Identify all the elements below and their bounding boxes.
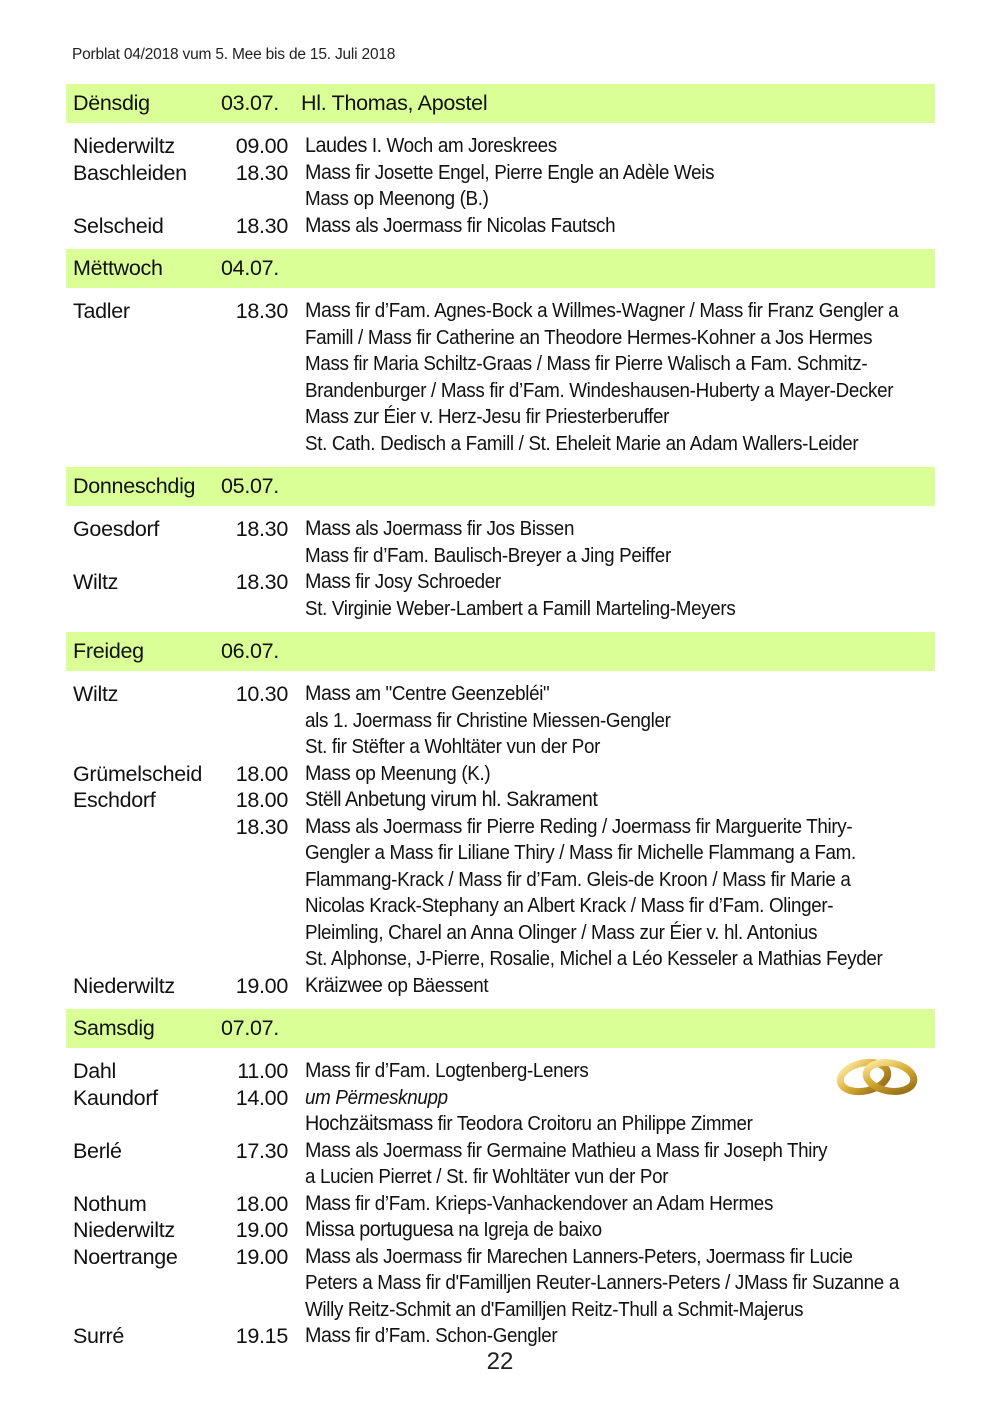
description-text: als Joermass fir Jos Bissen — [350, 518, 575, 540]
entry-place: Niederwiltz — [73, 973, 175, 998]
schedule-entry — [0, 814, 1000, 973]
day-date: 06.07. — [221, 639, 279, 663]
description-text: a Lucien Pierret / St. fir Wohltäter vun der Por — [305, 1166, 669, 1188]
entry-time: 18.30 — [235, 814, 288, 839]
description-text: Famill / Mass fir Catherine an Theodore Hermes-Kohner a Jos Hermes — [305, 326, 873, 349]
feast-name: Hl. Thomas, Apostel — [301, 91, 488, 115]
description-line — [305, 787, 897, 814]
description-line — [305, 893, 897, 920]
schedule-entry — [0, 160, 1000, 213]
day-header — [66, 84, 935, 123]
description-line — [305, 920, 897, 947]
day-header — [66, 249, 935, 288]
entry-place: Eschdorf — [73, 788, 156, 812]
description-line — [305, 213, 897, 240]
description-line — [305, 1297, 897, 1324]
description-line — [305, 543, 897, 570]
schedule-entry — [0, 1244, 1000, 1324]
schedule-entry — [0, 298, 1000, 457]
entry-description — [305, 213, 897, 240]
day-date: 04.07. — [221, 256, 279, 280]
service-type: Mass — [305, 1191, 351, 1215]
service-type: Mass — [305, 1138, 351, 1162]
entry-time: 14.00 — [235, 1085, 288, 1110]
description-line — [305, 404, 897, 431]
entry-place: Surré — [73, 1324, 125, 1348]
service-type: Mass — [305, 682, 351, 705]
entry-time: 18.30 — [235, 570, 288, 594]
schedule-entry — [0, 787, 1000, 814]
description-text: fir d’Fam. Schon-Gengler — [350, 1325, 558, 1347]
service-type: Mass — [305, 517, 351, 540]
entry-place: Kaundorf — [73, 1085, 158, 1110]
day-name: Mëttwoch — [73, 256, 163, 280]
description-line — [305, 708, 897, 735]
description-line — [305, 569, 897, 596]
description-text: als Joermass fir Pierre Reding / Joermass fir Marguerite Thiry- — [350, 815, 853, 838]
day-date: 07.07. — [221, 1016, 279, 1040]
service-type: Missa portuguesa — [305, 1218, 454, 1241]
service-type: Mass — [305, 570, 351, 593]
service-type: Mass — [305, 213, 351, 237]
day-date: 05.07. — [221, 474, 279, 498]
entry-description — [305, 298, 897, 457]
service-type: Stëll Anbetung virum hl. Sakrament — [305, 788, 598, 811]
page-number: 22 — [486, 1348, 514, 1375]
description-line — [305, 681, 897, 708]
service-type: Mass — [305, 160, 351, 184]
service-type: Mass — [305, 761, 351, 785]
description-line — [305, 133, 897, 160]
description-line — [305, 814, 897, 841]
entry-description — [305, 1085, 897, 1138]
entry-description — [305, 1191, 897, 1218]
description-text: fir Josette Engel, Pierre Engle an Adèle Weis — [350, 161, 715, 184]
entry-place: Niederwiltz — [73, 134, 175, 158]
description-line — [305, 1058, 897, 1085]
description-text: Brandenburger / Mass fir d’Fam. Windeshausen-Huberty a Mayer-Decker — [305, 379, 894, 402]
description-text: Nicolas Krack-Stephany an Albert Krack / Mass fir d’Fam. Olinger- — [305, 895, 834, 917]
entry-place: Nothum — [73, 1191, 147, 1216]
entry-description — [305, 814, 897, 973]
description-text: Willy Reitz-Schmit an d'Familljen Reitz-Thull a Schmit-Majerus — [305, 1298, 804, 1321]
entry-place: Niederwiltz — [73, 1218, 175, 1242]
entry-time: 09.00 — [235, 134, 288, 158]
entry-description — [305, 133, 897, 160]
schedule-entry — [0, 516, 1000, 569]
entry-place: Noertrange — [73, 1244, 178, 1269]
description-line — [305, 1085, 897, 1112]
entry-time: 19.00 — [235, 973, 288, 998]
description-line — [305, 1191, 897, 1218]
description-text: op Bäessent — [382, 974, 489, 997]
page-header: Porblat 04/2018 vum 5. Mee bis de 15. Juli 2018 — [72, 46, 396, 63]
service-type: Kräizwee — [305, 973, 383, 997]
day-name: Freideg — [73, 639, 144, 663]
entry-description — [305, 1217, 897, 1244]
description-text: St. Cath. Dedisch a Famill / St. Eheleit Marie an Adam Wallers-Leider — [305, 432, 859, 455]
entry-time: 11.00 — [237, 1059, 288, 1083]
description-text: St. fir Stëfter a Wohltäter vun der Por — [305, 736, 601, 758]
description-text: Pleimling, Charel an Anna Olinger / Mass zur Éier v. hl. Antonius — [305, 921, 818, 944]
description-text: Gengler a Mass fir Liliane Thiry / Mass fir Michelle Flammang a Fam. — [305, 842, 856, 864]
description-text: fir d’Fam. Agnes-Bock a Willmes-Wagner / Mass fir Franz Gengler a — [350, 300, 899, 322]
entry-time: 19.15 — [235, 1324, 288, 1348]
description-line — [305, 1138, 897, 1165]
description-text: als Joermass fir Germaine Mathieu a Mass fir Joseph Thiry — [350, 1139, 828, 1162]
day-header — [66, 467, 935, 506]
schedule-entry — [0, 973, 1000, 1000]
day-header — [66, 632, 935, 671]
schedule-entry — [0, 1138, 1000, 1191]
schedule-entry — [0, 1217, 1000, 1244]
description-line — [305, 840, 897, 867]
entry-place: Berlé — [73, 1138, 122, 1163]
description-line — [305, 1111, 897, 1138]
description-line — [305, 596, 897, 623]
mass-schedule — [0, 84, 1000, 1360]
schedule-entry — [0, 681, 1000, 761]
service-type: Mass — [305, 1059, 351, 1082]
service-type: Mass — [305, 1244, 351, 1268]
description-text: I. Woch am Joreskrees — [366, 135, 557, 157]
description-line — [305, 351, 897, 378]
entry-time: 19.00 — [235, 1244, 288, 1269]
description-text: fir d’Fam. Logtenberg-Leners — [350, 1060, 589, 1082]
description-text: Peters a Mass fir d'Familljen Reuter-Lanners-Peters / JMass fir Suzanne a — [305, 1272, 899, 1294]
location-note: um Përmesknupp — [305, 1086, 448, 1109]
entry-description — [305, 516, 897, 569]
description-text: Mass fir d’Fam. Baulisch-Breyer a Jing Peiffer — [305, 544, 671, 567]
description-line — [305, 1323, 897, 1350]
schedule-entry — [0, 761, 1000, 788]
description-text: am "Centre Geenzebléi" — [350, 683, 550, 705]
day-date: 03.07. — [221, 91, 279, 115]
entry-place — [73, 814, 233, 973]
entry-time: 18.30 — [235, 213, 288, 238]
entry-place: Baschleiden — [73, 160, 187, 185]
entry-time: 10.30 — [235, 682, 288, 706]
description-line — [305, 734, 897, 761]
service-type: Mass — [305, 299, 351, 322]
description-line — [305, 946, 897, 973]
entry-time: 17.30 — [235, 1138, 288, 1163]
description-line — [305, 160, 897, 187]
entry-description — [305, 787, 897, 814]
day-name: Donneschdig — [73, 474, 196, 498]
description-text: fir d’Fam. Krieps-Vanhackendover an Adam Hermes — [350, 1192, 774, 1215]
description-line — [305, 1217, 897, 1244]
entry-time: 19.00 — [235, 1218, 288, 1242]
entry-time: 18.00 — [235, 761, 288, 786]
description-line — [305, 325, 897, 352]
entry-place: Goesdorf — [73, 517, 160, 541]
description-line — [305, 761, 897, 788]
schedule-entry — [0, 213, 1000, 240]
description-line — [305, 1270, 897, 1297]
description-text: Flammang-Krack / Mass fir d’Fam. Gleis-de Kroon / Mass fir Marie a — [305, 868, 851, 891]
service-type: Mass — [305, 1324, 351, 1347]
entry-place: Grümelscheid — [73, 761, 203, 786]
entry-time: 18.30 — [235, 299, 288, 323]
entry-description — [305, 973, 897, 1000]
day-name: Samsdig — [73, 1016, 155, 1040]
description-text: Mass fir Maria Schiltz-Graas / Mass fir Pierre Walisch a Fam. Schmitz- — [305, 353, 868, 375]
day-name: Dënsdig — [73, 91, 150, 115]
description-line — [305, 1244, 897, 1271]
entry-place: Wiltz — [73, 570, 119, 594]
entry-time: 18.30 — [235, 517, 288, 541]
service-type: Laudes — [305, 134, 367, 157]
description-text: op Meenung (K.) — [350, 762, 491, 785]
description-text: fir Teodora Croitoru an Philippe Zimmer — [432, 1113, 753, 1135]
description-text: als Joermass fir Marechen Lanners-Peters, Joermass fir Lucie — [350, 1245, 853, 1268]
entry-description — [305, 761, 897, 788]
entry-place: Dahl — [73, 1059, 117, 1083]
description-text: fir Josy Schroeder — [350, 571, 501, 593]
entry-description — [305, 569, 897, 622]
entry-place: Wiltz — [73, 682, 119, 706]
schedule-entry — [0, 569, 1000, 622]
entry-time: 18.00 — [235, 1191, 288, 1216]
service-type: Hochzäitsmass — [305, 1112, 433, 1135]
description-line — [305, 431, 897, 458]
description-text: St. Alphonse, J-Pierre, Rosalie, Michel a Léo Kesseler a Mathias Feyder — [305, 948, 883, 970]
description-line — [305, 378, 897, 405]
description-text: St. Virginie Weber-Lambert a Famill Marteling-Meyers — [305, 597, 736, 620]
entry-time: 18.30 — [235, 160, 288, 185]
service-type: Mass — [305, 814, 351, 838]
schedule-entry — [0, 1323, 1000, 1350]
entry-place: Selscheid — [73, 213, 164, 238]
entry-description — [305, 1058, 897, 1085]
schedule-entry — [0, 133, 1000, 160]
day-header — [66, 1009, 935, 1048]
description-line — [305, 1164, 897, 1191]
entry-place: Tadler — [73, 299, 130, 323]
entry-description — [305, 1323, 897, 1350]
entry-time: 18.00 — [235, 788, 288, 812]
description-text: als 1. Joermass fir Christine Miessen-Gengler — [305, 709, 671, 732]
description-line — [305, 973, 897, 1000]
description-text: als Joermass fir Nicolas Fautsch — [350, 214, 616, 237]
entry-description — [305, 681, 897, 761]
description-line — [305, 867, 897, 894]
description-line — [305, 298, 897, 325]
description-text: na Igreja de baixo — [453, 1219, 602, 1241]
entry-description — [305, 1244, 897, 1324]
entry-description — [305, 1138, 897, 1191]
entry-description — [305, 160, 897, 213]
description-text: Mass zur Éier v. Herz-Jesu fir Priesterberuffer — [305, 406, 670, 428]
description-line — [305, 186, 897, 213]
wedding-rings-icon — [834, 1052, 920, 1100]
description-text: Mass op Meenong (B.) — [305, 188, 489, 210]
description-line — [305, 516, 897, 543]
schedule-entry — [0, 1191, 1000, 1218]
